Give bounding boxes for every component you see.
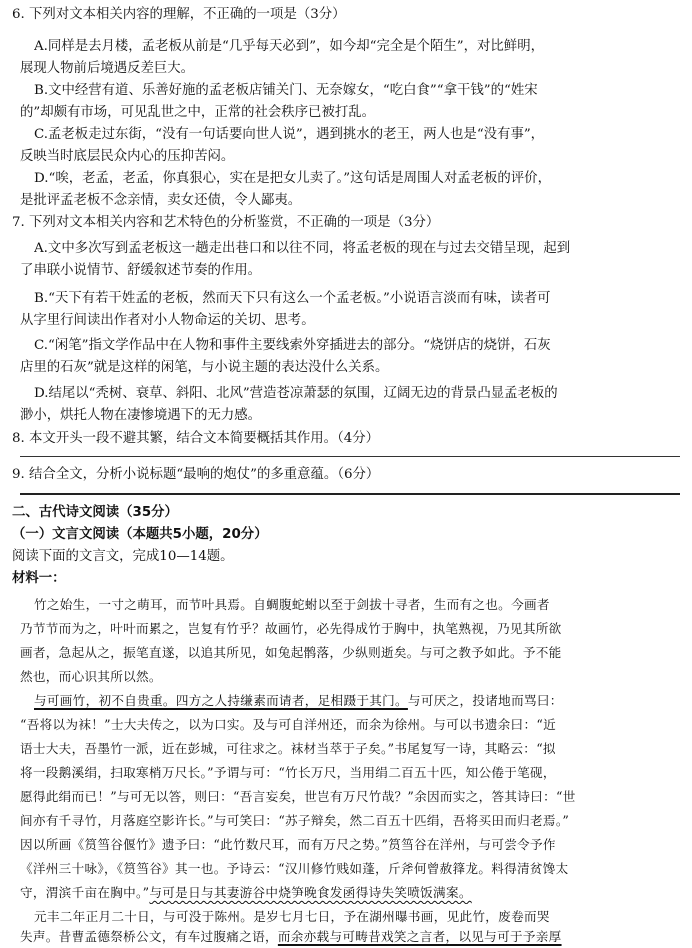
q7-option-a-line2: 了串联小说情节、舒缓叙述节奏的作用。 [20, 263, 262, 278]
q7-option-c-line2: 店里的石灰”就是这样的闲笔，与小说主题的表达没什么关系。 [20, 360, 389, 375]
classical-line: 愿得此绢而已！”与可无以答，则曰：“吾言妄矣，世岂有万尺竹哉？”余因而实之，答其诗曰：“世 [20, 789, 576, 804]
classical-text: 守，渭滨千亩在胸中。” [20, 885, 150, 900]
classical-line: 乃节节而为之，叶叶而累之，岂复有竹乎？故画竹，必先得成竹于胸中，执笔熟视，乃见其所欲 [20, 621, 562, 636]
classical-line [20, 882, 472, 904]
classical-line [20, 926, 562, 948]
classical-line: 画者，急起从之，振笔直遂，以追其所见，如兔起鹘落，少纵则逝矣。与可之教予如此。予不能 [20, 645, 562, 660]
q7-option-d-line2: 渺小，烘托人物在凄惨境遇下的无力感。 [20, 408, 262, 423]
q7-option-c-line1: C.“闲笔”指文学作品中在人物和事件主要线索外穿插进去的部分。“烧饼店的烧饼，石灰 [34, 338, 551, 353]
classical-line: 然也，而心识其所以然。 [20, 669, 162, 684]
q6-option-d-line1: D.“唉，老孟，老孟，你真狠心，实在是把女儿卖了。”这句话是周围人对孟老板的评价， [34, 171, 551, 186]
classical-line: 因以所画《筼筜谷偃竹》遗予曰：“此竹数尺耳，而有万尺之势。”筼筜谷在洋州，与可尝令予作 [20, 837, 556, 852]
q6-option-a-line2: 展现人物前后境遇反差巨大。 [20, 61, 195, 76]
classical-line: 竹之始生，一寸之萌耳，而节叶具焉。自蜩腹蛇蚹以至于剑拔十寻者，生而有之也。今画者 [34, 597, 550, 612]
q7-option-b-line1: B.“天下有若干姓孟的老板，然而天下只有这么一个孟老板。”小说语言淡而有味，读者可 [34, 291, 551, 306]
q6-option-b-line1: B.文中经营有道、乐善好施的孟老板店铺关门、无奈嫁女，“吃白食”“拿干钱”的“姓宋 [34, 83, 538, 98]
q9-stem: 9. 结合全文，分析小说标题“最响的炮仗”的多重意蕴。（6分） [12, 467, 380, 482]
q7-option-a-line1: A.文中多次写到孟老板这一趟走出巷口和以往不同，将孟老板的现在与过去交错呈现，起到 [34, 241, 571, 256]
q7-option-b-line2: 从字里行间读出作者对小人物命运的关切、思考。 [20, 313, 315, 328]
subsection-1-heading: （一）文言文阅读（本题共5小题，20分） [12, 527, 268, 542]
section-divider [20, 493, 680, 495]
q6-option-b-line2: 的”却颇有市场，可见乱世之中，正常的社会秩序已被打乱。 [20, 105, 375, 120]
material-1-label: 材料一： [12, 571, 66, 586]
q6-option-c-line2: 反映当时底层民众内心的压抑苦闷。 [20, 149, 235, 164]
q6-option-d-line2: 是批评孟老板不念亲情，卖女还债，令人鄙夷。 [20, 193, 302, 208]
underlined-sentence: 而余亦载与可畴昔戏笑之言者，以见与可于予亲厚 [277, 929, 562, 944]
classical-line: 将一段鹅溪绢，扫取寒梢万尺长。”予谓与可：“竹长万尺，当用绢二百五十匹，知公倦于笔砚， [20, 765, 556, 780]
classical-line [34, 690, 563, 712]
q8-stem: 8. 本文开头一段不避其繁，结合文本简要概括其作用。（4分） [12, 431, 380, 446]
reading-instruction: 阅读下面的文言文，完成10—14题。 [12, 549, 234, 564]
wavy-underlined-sentence: 与可是日与其妻游谷中烧笋晚食发函得诗失笑喷饭满案。 [149, 885, 472, 900]
classical-line: “吾将以为袜！”士大夫传之，以为口实。及与可自洋州还，而余为徐州。与可以书遗余曰：“近 [20, 717, 556, 732]
classical-line: 元丰二年正月二十日，与可没于陈州。是岁七月七日，予在湖州曝书画，见此竹，废卷而哭 [34, 909, 550, 924]
underlined-sentence: 与可画竹，初不自贵重。四方之人持缣素而请者，足相蹑于其门。 [34, 693, 408, 708]
q7-option-d-line1: D.结尾以“秃树、衰草、斜阳、北风”营造苍凉萧瑟的氛围，辽阔无边的背景凸显孟老板的 [34, 386, 558, 401]
classical-text: 失声。昔曹孟德祭桥公文，有车过腹痛之语， [20, 929, 278, 944]
section-2-heading: 二、古代诗文阅读（35分） [12, 505, 178, 520]
answer-line [20, 456, 680, 457]
q6-option-a-line1: A.同样是去月楼，孟老板从前是“几乎每天必到”，如今却“完全是个陌生”，对比鲜明， [34, 39, 544, 54]
q6-stem: 6. 下列对文本相关内容的理解，不正确的一项是（3分） [12, 7, 346, 22]
q6-option-c-line1: C.孟老板走过东街，“没有一句话要向世人说”，遇到挑水的老王，两人也是“没有事”， [34, 127, 545, 142]
q7-stem: 7. 下列对文本相关内容和艺术特色的分析鉴赏，不正确的一项是（3分） [12, 215, 440, 230]
classical-line: 《洋州三十咏》，《筼筜谷》其一也。予诗云：“汉川修竹贱如蓬，斤斧何曾赦箨龙。料得清贫馋太 [20, 861, 569, 876]
classical-text: 与可厌之，投诸地而骂曰： [407, 693, 563, 708]
classical-line: 语士大夫，吾墨竹一派，近在彭城，可往求之。袜材当萃于子矣。”书尾复写一诗，其略云：“拟 [20, 741, 556, 756]
classical-line: 间亦有千寻竹，月落庭空影许长。”与可笑曰：“苏子辩矣，然二百五十匹绢，吾将买田而归老焉。” [20, 813, 570, 828]
